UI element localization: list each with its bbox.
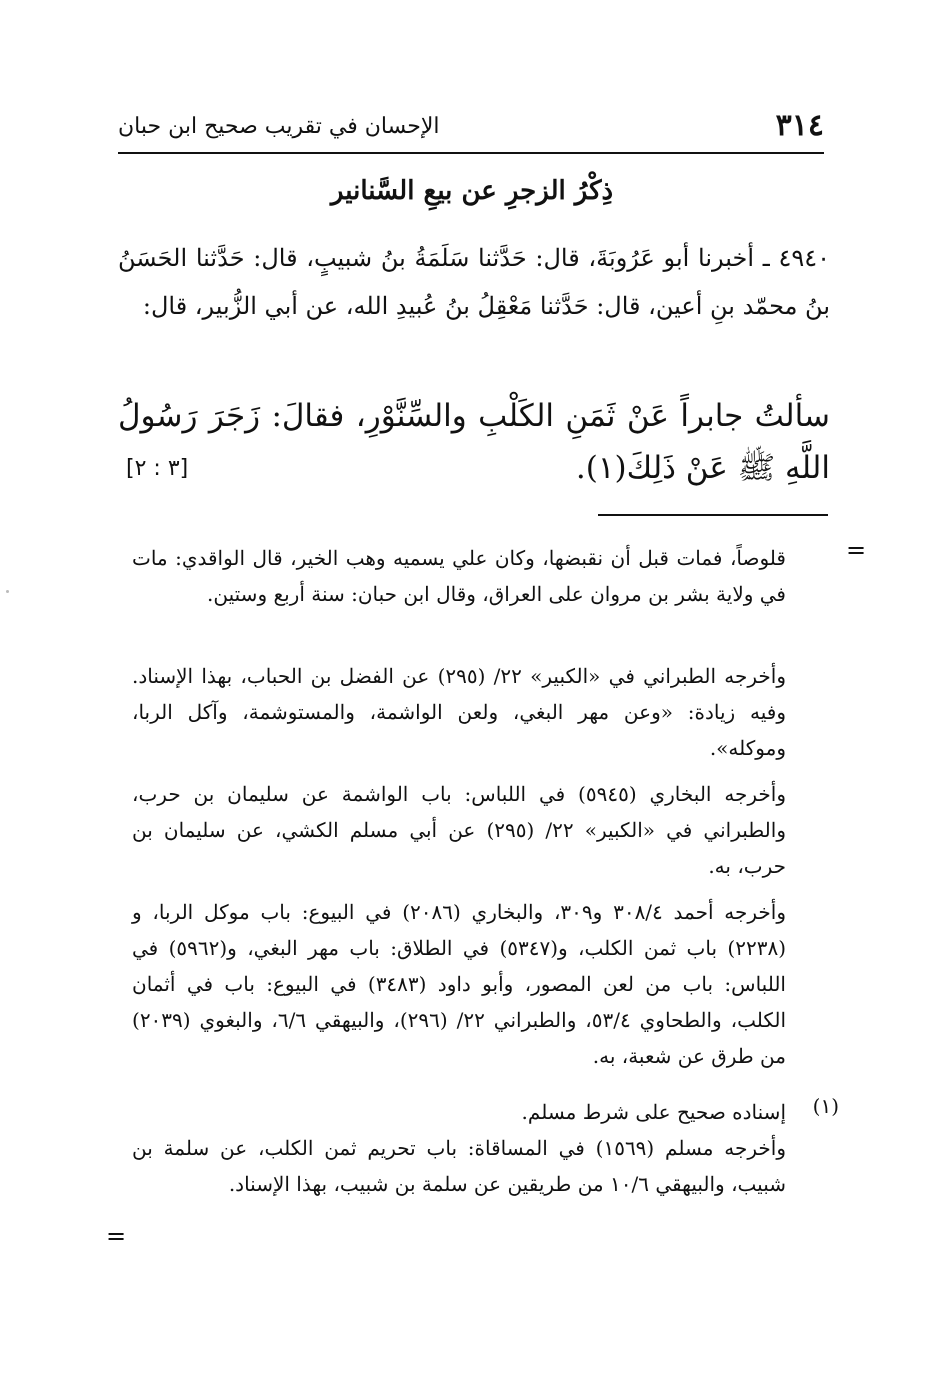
continuation-mark-bottom: = bbox=[106, 1222, 127, 1250]
footnote-1-sources: وأخرجه مسلم (١٥٦٩) في المساقاة: باب تحريم ثمن الكلب، عن سلمة بن شبيب، والبيهقي ١٠/٦ من طريقين عن سلمة بن شبيب، بهذا الإسناد. bbox=[132, 1136, 786, 1196]
footnote-paragraph-1: قلوصاً، فمات قبل أن نقبضها، وكان علي يسميه وهب الخير، قال الواقدي: مات في ولاية بشر بن مروان على العراق، وقال ابن حبان: سنة أربع وستين. bbox=[132, 546, 786, 606]
footnote-1-number: (١) bbox=[812, 1094, 839, 1118]
footnote-separator bbox=[598, 514, 828, 516]
hadith-narration-chain: ٤٩٤٠ ـ أخبرنا أبو عَرُوبَةَ، قال: حَدَّثنا سَلَمَةُ بنُ شبيبٍ، قال: حَدَّثنا الحَسَنُ بنُ محمّد بنِ أعين، قال: حَدَّثنا مَعْقِلُ بنُ عُبيدِ الله، عن أبي الزُّبير، قال: bbox=[118, 244, 830, 320]
footnote-paragraph-4: وأخرجه أحمد ٣٠٨/٤ و٣٠٩، والبخاري (٢٠٨٦) في البيوع: باب موكل الربا، و (٢٢٣٨) باب ثمن الكلب، و(٥٣٤٧) في الطلاق: باب مهر البغي، و(٥٩٦٢) في اللباس: باب من لعن المصور، وأبو داود (٣٤٨٣) في البيوع: باب في أثمان الكلب، والطحاوي ٥٣/٤، والطبراني ٢٢/ (٢٩٦)، والبيهقي ٦/٦، والبغوي (٢٠٣٩) من طرق عن شعبة، به. bbox=[132, 900, 787, 1068]
continuation-mark-top: = bbox=[846, 536, 867, 564]
footnote-paragraph-3: وأخرجه البخاري (٥٩٤٥) في اللباس: باب الواشمة عن سليمان بن حرب، والطبراني في «الكبير» ٢٢/ (٢٩٥) عن أبي مسلم الكشي، عن سليمان بن حرب، به. bbox=[132, 782, 787, 878]
scan-speck bbox=[6, 590, 9, 593]
footnote-paragraph-2: وأخرجه الطبراني في «الكبير» ٢٢/ (٢٩٥) عن الفضل بن الحباب، بهذا الإسناد. وفيه زيادة: «وعن مهر البغي، ولعن الواشمة، والمستوشمة، وآكل الربا، وموكله». bbox=[132, 664, 786, 760]
footnote-1-grading: إسناده صحيح على شرط مسلم. bbox=[521, 1100, 786, 1124]
hadith-text: سألتُ جابراً عَنْ ثَمَنِ الكَلْبِ والسِّنَّوْرِ، فقالَ: زَجَرَ رَسُولُ اللَّهِ ﷺ عَنْ ذَلِكَ(١). bbox=[118, 398, 830, 486]
page-number: ٣١٤ bbox=[775, 108, 824, 143]
section-title: ذِكْرُ الزجرِ عن بيعِ السَّنانير bbox=[330, 176, 614, 206]
hadith-grading-reference: [٣ : ٢] bbox=[126, 456, 189, 481]
running-title: الإحسان في تقريب صحيح ابن حبان bbox=[118, 114, 440, 139]
page-header bbox=[118, 104, 824, 154]
